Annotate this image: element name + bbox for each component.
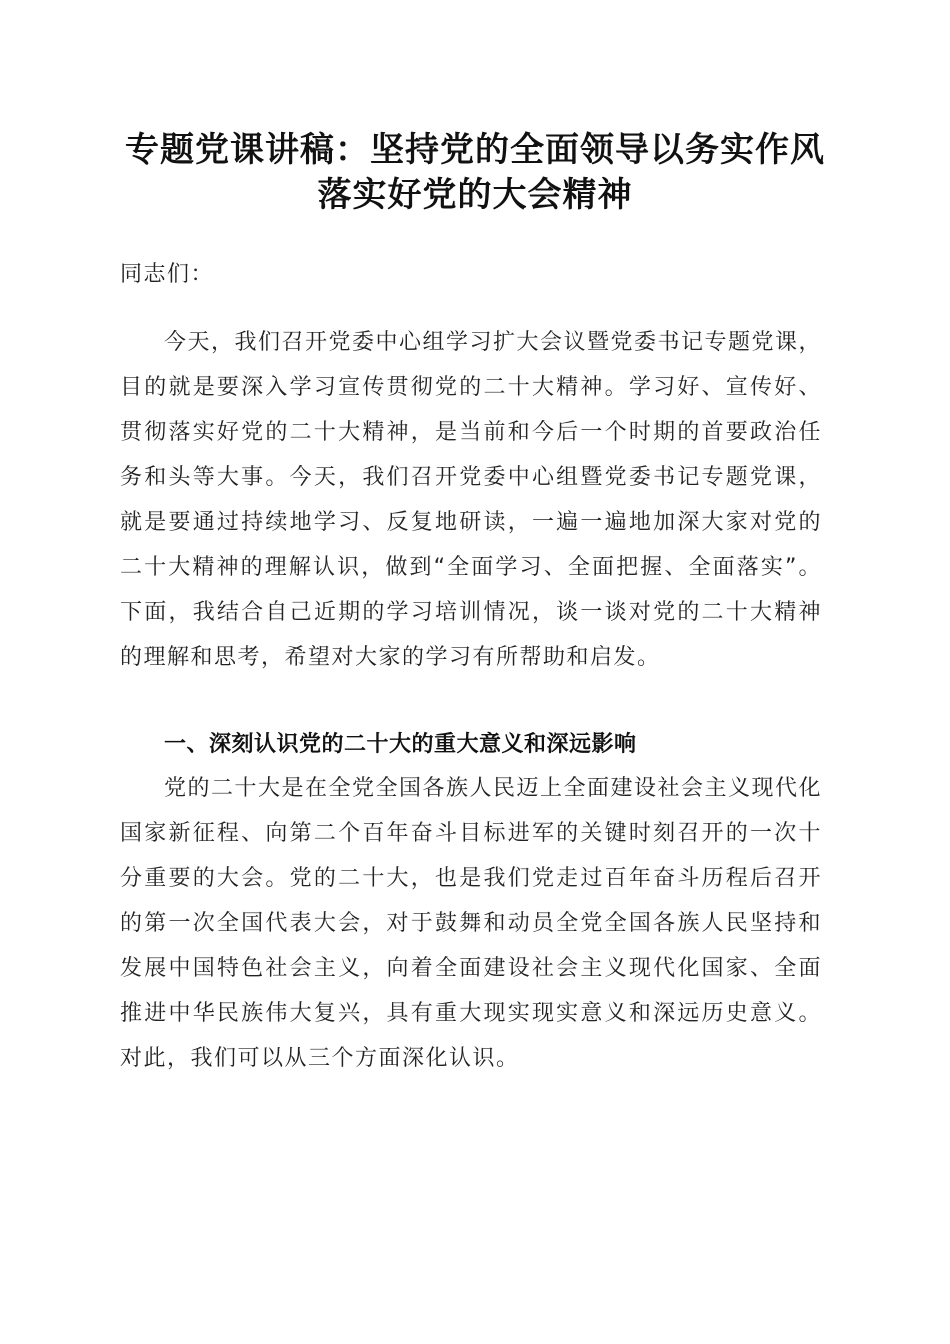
- section-heading-1: 一、深刻认识党的二十大的重大意义和深远影响: [164, 732, 637, 757]
- paragraph-intro: 今天，我们召开党委中心组学习扩大会议暨党委书记专题党课，目的就是要深入学习宣传贯彻党的二十大精神。学习好、宣传好、贯彻落实好党的二十大精神，是当前和今后一个时期的首要政治任务和头等大事。今天，我们召开党委中心组暨党委书记专题党课，就是要通过持续地学习、反复地研读，一遍一遍地加深大家对党的二十大精神的理解认识，做到“全面学习、全面把握、全面落实”。下面，我结合自己近期的学习培训情况，谈一谈对党的二十大精神的理解和思考，希望对大家的学习有所帮助和启发。: [120, 330, 823, 670]
- document-title: [100, 128, 850, 218]
- title-line-1: 专题党课讲稿：坚持党的全面领导以务实作风: [125, 130, 825, 170]
- title-line-2: 落实好党的大会精神: [317, 175, 633, 215]
- paragraph-section-1: 党的二十大是在全党全国各族人民迈上全面建设社会主义现代化国家新征程、向第二个百年奋斗目标进军的关键时刻召开的一次十分重要的大会。党的二十大，也是我们党走过百年奋斗历程后召开的第一次全国代表大会，对于鼓舞和动员全党全国各族人民坚持和发展中国特色社会主义，向着全面建设社会主义现代化国家、全面推进中华民族伟大复兴，具有重大现实现实意义和深远历史意义。对此，我们可以从三个方面深化认识。: [120, 776, 823, 1071]
- salutation: 同志们：: [120, 262, 215, 287]
